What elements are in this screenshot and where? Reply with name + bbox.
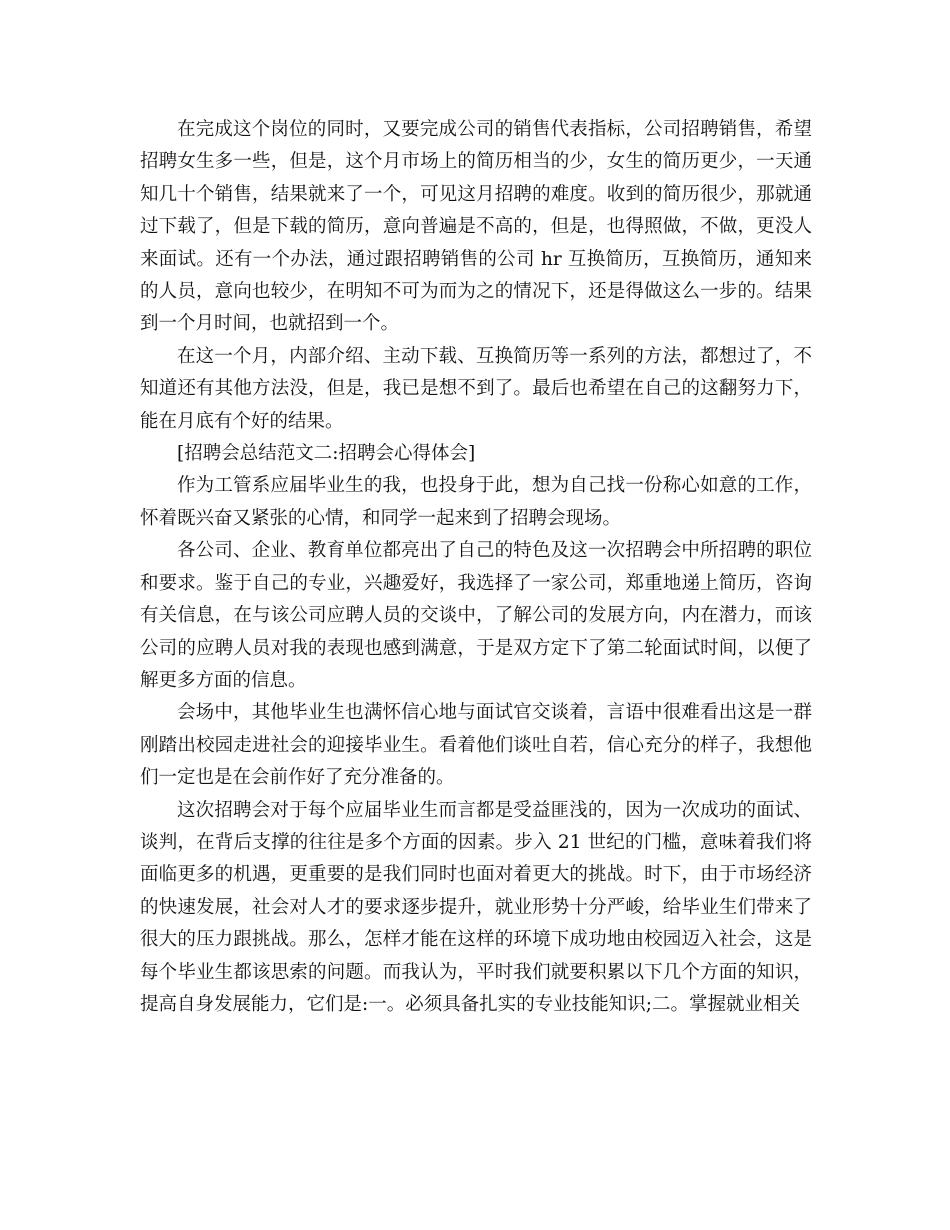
paragraph-recruiting-difficulty: 在完成这个岗位的同时，又要完成公司的销售代表指标，公司招聘销售，希望招聘女生多一些，但是，这个月市场上的简历相当的少，女生的简历更少，一天通知几十个销售，结果就来了一个，可见这月招聘的难度。收到的简历很少，那就通过下载了，但是下载的简历，意向普遍是不高的，但是，也得照做，不做，更没人来面试。还有一个办法，通过跟招聘销售的公司 hr 互换简历，互换简历，通知来的人员，意向也较少，在明知不可为而为之的情况下，还是得做这么一步的。结果到一个月时间，也就招到一个。 (140, 119, 812, 335)
section-heading: [招聘会总结范文二:招聘会心得体会] (177, 443, 476, 465)
paragraph-venue-scene: 会场中，其他毕业生也满怀信心地与面试官交谈着，言语中很难看出这是一群刚踏出校园走进社会的迎接毕业生。看着他们谈吐自若，信心充分的样子，我想他们一定也是在会前作好了充分准备的。 (140, 702, 812, 789)
paragraph-graduate-intro: 作为工管系应届毕业生的我，也投身于此，想为自己找一份称心如意的工作，怀着既兴奋又紧张的心情，和同学一起来到了招聘会现场。 (140, 475, 812, 529)
paragraph-methods-summary: 在这一个月，内部介绍、主动下载、互换简历等一系列的方法，都想过了，不知道还有其他方法没，但是，我已是想不到了。最后也希望在自己的这翻努力下，能在月底有个好的结果。 (140, 345, 812, 432)
document-page (140, 114, 812, 1021)
paragraph-reflection: 这次招聘会对于每个应届毕业生而言都是受益匪浅的，因为一次成功的面试、谈判，在背后支撑的往往是多个方面的因素。步入 21 世纪的门槛，意味着我们将面临更多的机遇，更重要的是我们同时也面对着更大的挑战。时下，由于市场经济的快速发展，社会对人才的要求逐步提升，就业形势十分严峻，给毕业生们带来了很大的压力跟挑战。那么，怎样才能在这样的环境下成功地由校园迈入社会，这是每个毕业生都该思索的问题。而我认为，平时我们就要积累以下几个方面的知识，提高自身发展能力，它们是:一。必须具备扎实的专业技能知识;二。掌握就业相关 (140, 799, 812, 1015)
paragraph-company-interview: 各公司、企业、教育单位都亮出了自己的特色及这一次招聘会中所招聘的职位和要求。鉴于自己的专业，兴趣爱好，我选择了一家公司，郑重地递上简历，咨询有关信息，在与该公司应聘人员的交谈中，了解公司的发展方向，内在潜力，而该公司的应聘人员对我的表现也感到满意，于是双方定下了第二轮面试时间，以便了解更多方面的信息。 (140, 540, 812, 691)
